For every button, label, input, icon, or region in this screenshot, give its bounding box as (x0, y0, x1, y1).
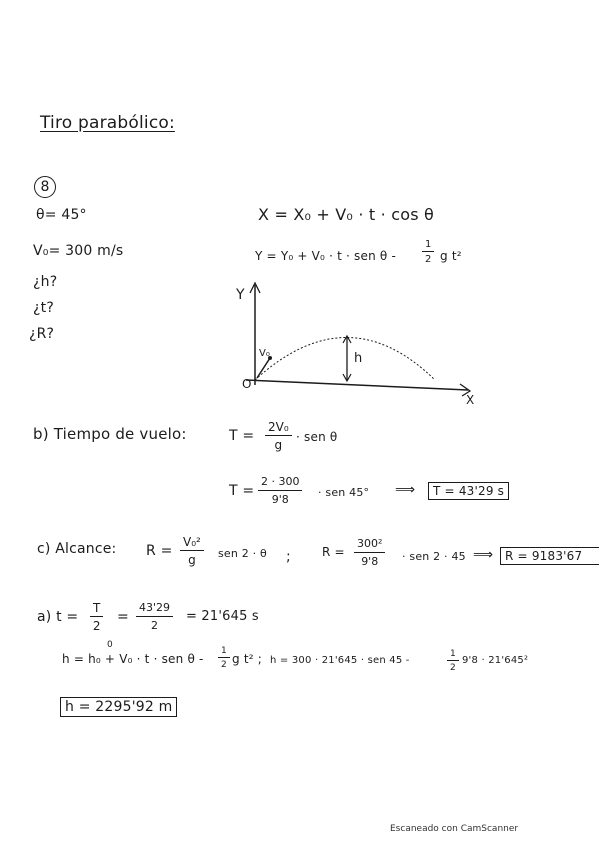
x-equation: X = X₀ + V₀ · t · cos θ (258, 205, 435, 224)
part-c-separator: ; (286, 549, 291, 565)
part-c-r1-num: V₀² (180, 535, 204, 551)
part-c-r1-right: sen 2 · θ (218, 547, 267, 560)
part-a-t2-frac (136, 601, 173, 633)
given-v0: V₀= 300 m/s (33, 243, 124, 259)
part-b-t1-frac (265, 420, 292, 452)
part-b-t1-den: g (274, 438, 283, 452)
part-b-t2-den: 9'8 (271, 493, 289, 506)
y-axis-label: Y (236, 287, 245, 303)
part-a-h0-zero: 0 (107, 640, 113, 650)
v0-label: V₀ (259, 348, 270, 359)
part-b-t1-left: T = (229, 428, 255, 444)
part-c-result: R = 9183'67 (500, 547, 599, 565)
part-a-h-eq2-end: 9'8 · 21'645² (462, 655, 529, 666)
part-c-label: c) Alcance: (37, 541, 117, 557)
page-title: Tiro parabólico: (40, 113, 175, 133)
part-c-r2-frac (354, 537, 385, 569)
part-a-h-frac1 (218, 646, 230, 670)
part-c-r2-left: R = (322, 545, 345, 559)
y-equation-half-den: 2 (425, 254, 432, 265)
part-a-h-frac2-num: 1 (447, 649, 459, 661)
part-a-t2-num: 43'29 (136, 601, 173, 617)
part-a-t-left: a) t = (37, 609, 79, 625)
part-a-h-eq1-end: g t² ; (232, 652, 263, 666)
part-a-h-eq1: h = h₀ + V₀ · t · sen θ - (62, 652, 204, 666)
part-a-result: h = 2295'92 m (60, 697, 177, 717)
part-c-r2-num: 300² (354, 537, 385, 553)
x-axis-label: X (466, 393, 475, 405)
h-label: h (354, 351, 363, 366)
part-a-t-frac (90, 601, 103, 633)
part-a-t-num: T (90, 601, 103, 617)
scanner-watermark: Escaneado con CamScanner (390, 824, 519, 834)
part-a-h-frac2 (447, 649, 459, 673)
part-c-r1-left: R = (146, 543, 173, 559)
part-c-r2-den: 9'8 (361, 555, 379, 568)
part-a-t-den: 2 (92, 619, 101, 633)
part-a-t-result: = 21'645 s (186, 609, 259, 624)
part-b-t2-num: 2 · 300 (258, 475, 302, 491)
part-b-result: T = 43'29 s (428, 482, 509, 500)
x-axis-line (246, 380, 468, 390)
part-b-t2-right: · sen 45° (318, 486, 370, 499)
part-a-equals: = (117, 609, 129, 625)
y-equation-right: g t² (440, 249, 462, 263)
part-c-r1-frac (180, 535, 204, 567)
given-theta: θ= 45° (36, 207, 87, 223)
part-c-arrow: ⟹ (473, 547, 494, 563)
problem-number-badge: 8 (34, 176, 56, 198)
part-a-h-frac1-den: 2 (221, 660, 227, 670)
part-b-arrow: ⟹ (395, 482, 416, 498)
part-c-r1-den: g (188, 553, 196, 567)
part-a-h-frac2-den: 2 (450, 663, 456, 673)
question-h: ¿h? (33, 274, 58, 290)
trajectory-diagram (230, 280, 480, 405)
y-equation-half (422, 239, 434, 265)
part-b-label: b) Tiempo de vuelo: (33, 425, 187, 443)
part-b-t2-left: T = (229, 483, 255, 499)
question-t: ¿t? (33, 300, 54, 316)
part-a-h-frac1-num: 1 (218, 646, 230, 658)
trajectory-curve (255, 338, 435, 381)
part-a-t2-den: 2 (151, 619, 159, 632)
origin-label: O (242, 377, 252, 391)
y-equation-half-num: 1 (422, 239, 434, 252)
y-equation-left: Y = Y₀ + V₀ · t · sen θ - (255, 249, 396, 263)
v0-vector (257, 358, 270, 378)
question-r: ¿R? (29, 326, 55, 342)
part-c-r2-right: · sen 2 · 45 (402, 550, 466, 563)
part-a-h-eq2: h = 300 · 21'645 · sen 45 - (270, 655, 410, 666)
part-b-t1-right: · sen θ (296, 430, 338, 444)
part-b-t2-frac (258, 475, 302, 507)
part-b-t1-num: 2V₀ (265, 420, 292, 436)
